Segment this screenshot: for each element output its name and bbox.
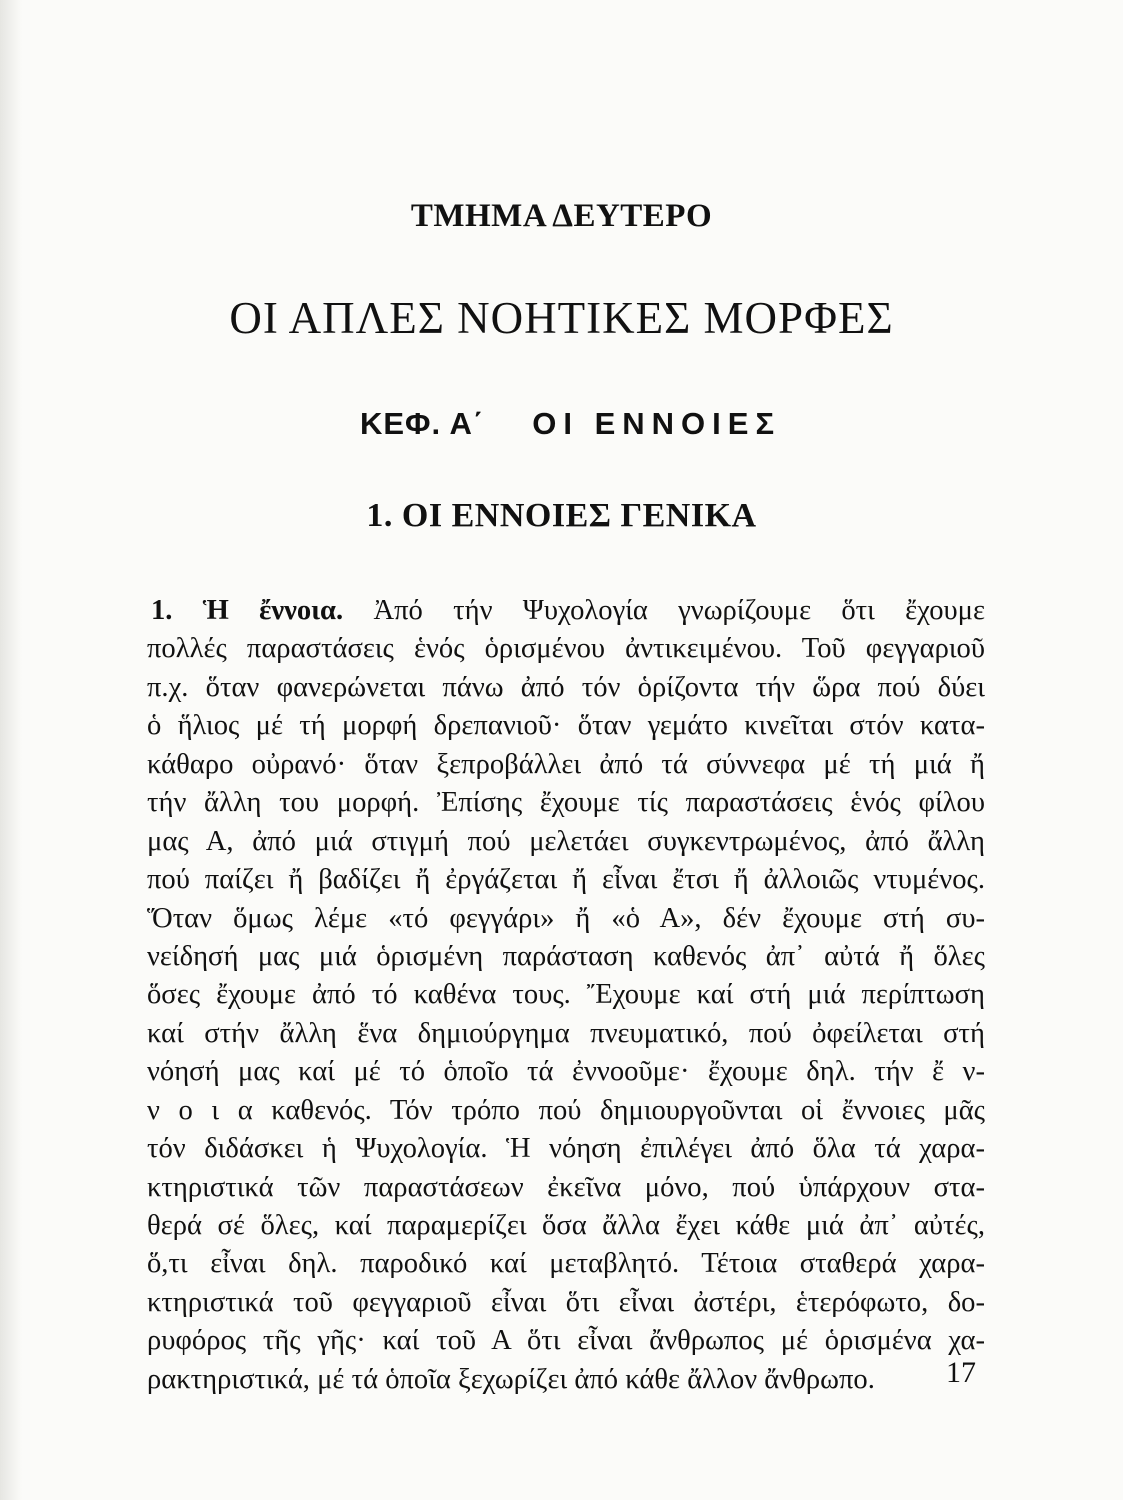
text-line-content: Ἀπό τήν Ψυχολογία γνωρίζουμε ὅτι ἔχουμε xyxy=(373,595,986,626)
paragraph-heading: 1. Ἡ ἔννοια. xyxy=(151,595,344,626)
text-line: ρακτηριστικά, μέ τά ὁποῖα ξεχωρίζει ἀπό κάθε ἄλλον ἄνθρωπο. xyxy=(147,1363,875,1395)
text-line: νόησή μας καί μέ τό ὁποῖο τά ἐννοοῦμε· ἔχουμε δηλ. τήν ἔ ν- xyxy=(147,1056,985,1088)
chapter-title xyxy=(0,406,1123,442)
text-line: Ὅταν ὅμως λέμε «τό φεγγάρι» ἤ «ὁ Α», δέν ἔχουμε στή συ- xyxy=(147,902,985,934)
text-line: πού παίζει ἤ βαδίζει ἤ ἐργάζεται ἤ εἶναι ἔτσι ἤ ἀλλοιῶς ντυμένος. xyxy=(147,864,985,896)
text-line: ὅ,τι εἶναι δηλ. παροδικό καί μεταβλητό. Τέτοια σταθερά χαρα- xyxy=(147,1248,985,1280)
text-line: τόν διδάσκει ἡ Ψυχολογία. Ἡ νόηση ἐπιλέγει ἀπό ὅλα τά χαρα- xyxy=(147,1133,985,1165)
text-line xyxy=(147,592,985,630)
section-title: 1. ΟΙ ΕΝΝΟΙΕΣ ΓΕΝΙΚΑ xyxy=(366,497,757,534)
text-line: κτηριστικά τοῦ φεγγαριοῦ εἶναι ὅτι εἶναι ἀστέρι, ἑτερόφωτο, δο- xyxy=(147,1286,985,1318)
body-paragraph xyxy=(147,592,985,1399)
text-line: θερά σέ ὅλες, καί παραμερίζει ὅσα ἄλλα ἔχει κάθε μιά ἀπ᾽ αὐτές, xyxy=(147,1210,985,1241)
text-line: ὁ ἥλιος μέ τή μορφή δρεπανιοῦ· ὅταν γεμάτο κινεῖται στόν κατα- xyxy=(147,710,985,742)
part-title: ΤΜΗΜΑ ΔΕΥΤΕΡΟ xyxy=(410,198,713,234)
main-title: ΟΙ ΑΠΛΕΣ ΝΟΗΤΙΚΕΣ ΜΟΡΦΕΣ xyxy=(229,293,894,343)
text-line: ὅσες ἔχουμε ἀπό τό καθένα τους. Ἔχουμε καί στή μιά περίπτωση xyxy=(147,979,985,1011)
text-line: τήν ἄλλη του μορφή. Ἐπίσης ἔχουμε τίς παραστάσεις ἑνός φίλου xyxy=(147,787,985,819)
text-line: κτηριστικά τῶν παραστάσεων ἐκεῖνα μόνο, πού ὑπάρχουν στα- xyxy=(147,1171,985,1203)
text-line: ν ο ι α καθενός. Τόν τρόπο πού δημιουργοῦνται οἱ ἔννοιες μᾶς xyxy=(147,1094,985,1126)
text-line: μας Α, ἀπό μιά στιγμή πού μελετάει συγκεντρωμένος, ἀπό ἄλλη xyxy=(147,825,985,857)
text-line: κάθαρο οὐρανό· ὅταν ξεπροβάλλει ἀπό τά σύννεφα μέ τή μιά ἤ xyxy=(147,748,985,780)
text-line: νείδησή μας μιά ὁρισμένη παράσταση καθενός ἀπ᾽ αὐτά ἤ ὅλες xyxy=(147,940,985,972)
chapter-label: ΚΕΦ. Α΄ xyxy=(359,406,485,441)
text-line: καί στήν ἄλλη ἕνα δημιούργημα πνευματικό, πού ὀφείλεται στή xyxy=(147,1017,985,1049)
chapter-name: ΟΙ ΕΝΝΟΙΕΣ xyxy=(532,406,782,441)
text-line: ρυφόρος τῆς γῆς· καί τοῦ Α ὅτι εἶναι ἄνθρωπος μέ ὁρισμένα χα- xyxy=(147,1325,985,1357)
text-line: πολλές παραστάσεις ἑνός ὁρισμένου ἀντικειμένου. Τοῦ φεγγαριοῦ xyxy=(147,633,985,665)
text-line: π.χ. ὅταν φανερώνεται πάνω ἀπό τόν ὁρίζοντα τήν ὥρα πού δύει xyxy=(147,671,985,703)
page-number: 17 xyxy=(946,1356,976,1389)
